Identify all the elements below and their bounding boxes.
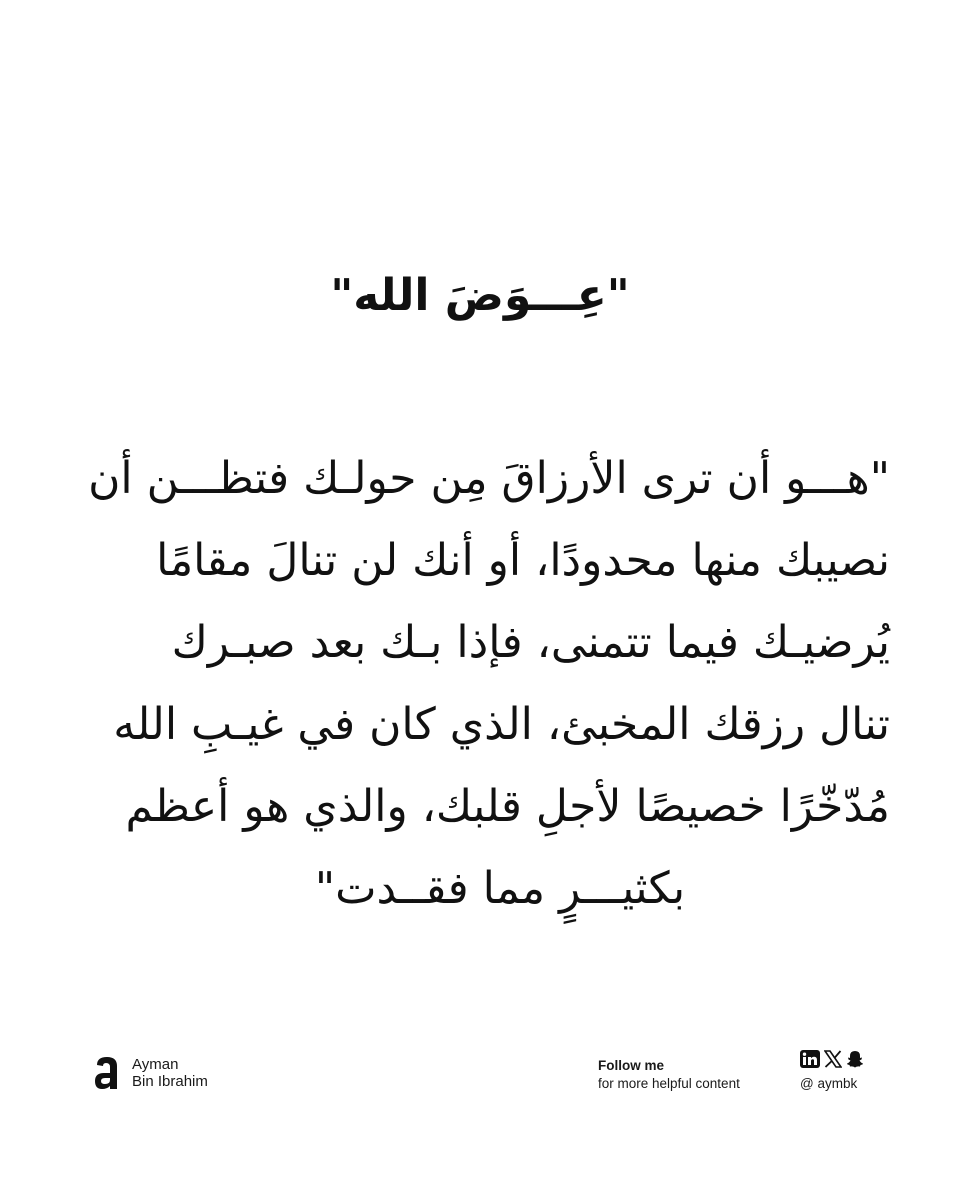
body-line: يُرضيـك فيما تتمنى، فإذا بـك بعد صبـرك xyxy=(171,617,890,668)
social-block xyxy=(800,1049,864,1093)
x-icon[interactable] xyxy=(824,1050,842,1068)
brand-signature xyxy=(94,1056,208,1090)
body-line: تنال رزقك المخبئ، الذي كان في غيـبِ الله xyxy=(113,699,890,750)
brand-last-name: Bin Ibrahim xyxy=(132,1073,208,1090)
body-line: "هـــو أن ترى الأرزاقَ مِن حولـك فتظـــن أن xyxy=(88,453,890,504)
linkedin-icon[interactable] xyxy=(800,1050,820,1068)
snapchat-icon[interactable] xyxy=(846,1050,864,1068)
body-line: نصيبك منها محدودًا، أو أنك لن تنالَ مقامًا xyxy=(156,535,890,586)
brand-name xyxy=(132,1056,208,1090)
follow-block xyxy=(598,1057,740,1093)
brand-first-name: Ayman xyxy=(132,1056,179,1073)
follow-subtitle: for more helpful content xyxy=(598,1076,740,1091)
post-title: "عِـــوَضَ الله" xyxy=(330,270,630,321)
body-line: بكثيـــرٍ مما فقــدت" xyxy=(314,863,686,914)
social-icons xyxy=(800,1049,864,1069)
brand-logo-icon xyxy=(94,1056,120,1090)
social-handle[interactable]: @ aymbk xyxy=(800,1076,858,1091)
body-line: مُدّخّرًا خصيصًا لأجلِ قلبك، والذي هو أعظم xyxy=(125,781,890,832)
follow-title: Follow me xyxy=(598,1058,665,1073)
post-body xyxy=(70,438,890,930)
